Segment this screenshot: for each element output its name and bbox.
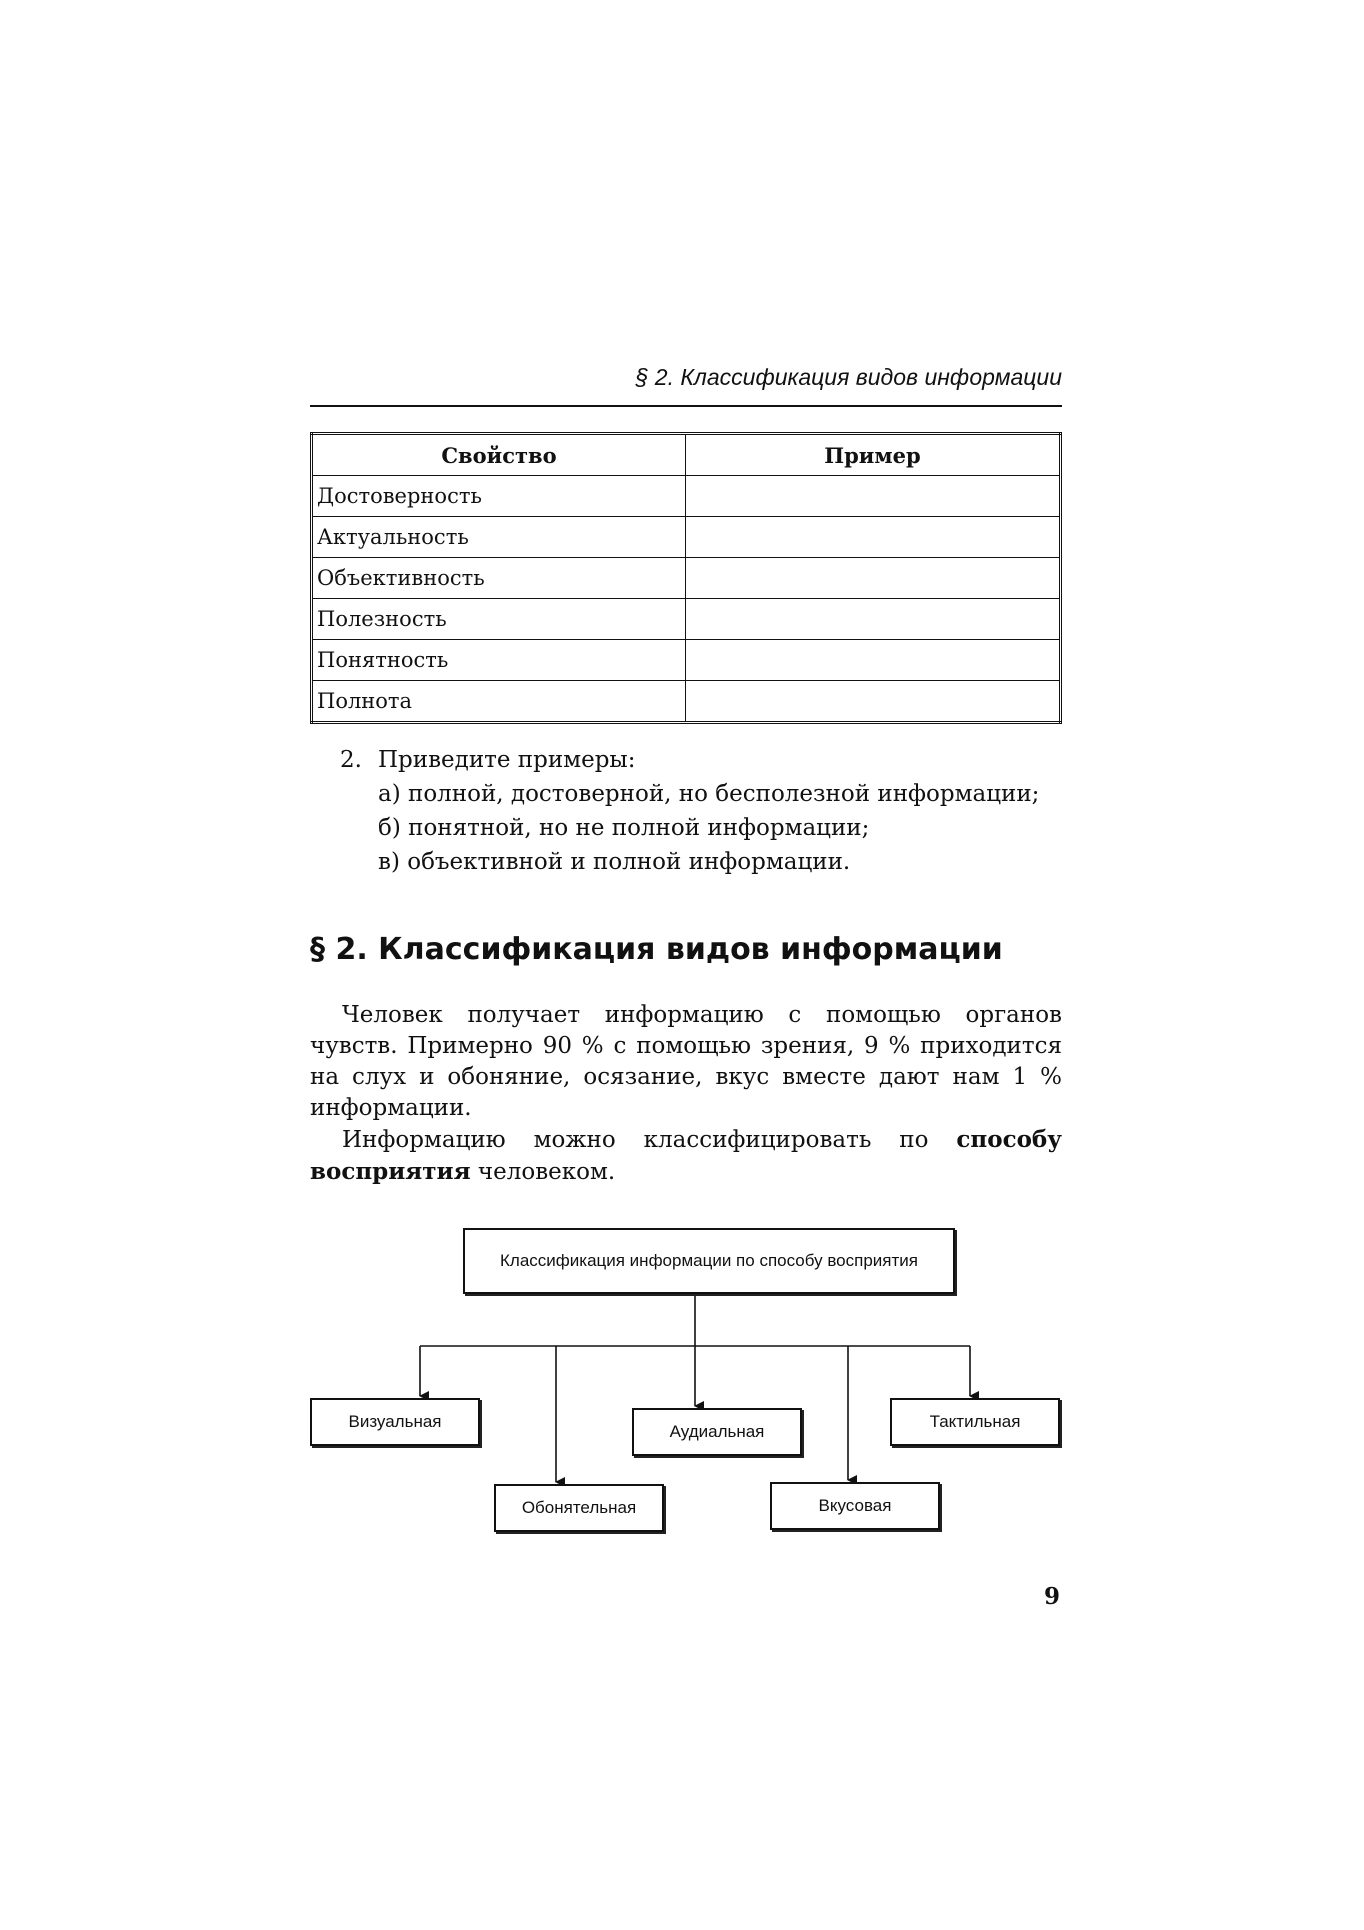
page-number: 9 [1043, 1583, 1060, 1610]
table-cell-example [686, 517, 1061, 558]
table-cell-property: Актуальность [312, 517, 686, 558]
task-2 [340, 743, 1039, 879]
paragraph-2-start: Информацию можно классифицировать по [342, 1127, 957, 1153]
table-row [312, 517, 1061, 558]
table-row [312, 599, 1061, 640]
diagram-box-taste: Вкусовая [770, 1482, 940, 1530]
paragraph-2-end: человеком. [470, 1159, 616, 1185]
task-item: в) объективной и полной информации. [378, 849, 851, 875]
diagram-box-olfactory: Обонятельная [494, 1484, 664, 1532]
paragraph-2 [310, 1124, 1062, 1188]
table-header-property: Свойство [312, 434, 686, 476]
table-cell-example [686, 599, 1061, 640]
body-text [310, 1000, 1062, 1188]
diagram-box-audio: Аудиальная [632, 1408, 802, 1456]
section-title: § 2. Классификация видов информации [310, 932, 1003, 967]
table-cell-property: Объективность [312, 558, 686, 599]
table-row [312, 681, 1061, 723]
task-number: 2. [340, 747, 362, 773]
properties-table [310, 432, 1062, 724]
table-cell-example [686, 476, 1061, 517]
task-heading [340, 743, 1039, 777]
table-cell-property: Полезность [312, 599, 686, 640]
table-cell-property: Достоверность [312, 476, 686, 517]
table-row [312, 640, 1061, 681]
header-rule [310, 405, 1062, 407]
table-row [312, 558, 1061, 599]
diagram-box-visual: Визуальная [310, 1398, 480, 1446]
task-item: б) понятной, но не полной информации; [378, 815, 870, 841]
paragraph-2-bold: способу восприятия [310, 1126, 1062, 1185]
table-cell-example [686, 681, 1061, 723]
table-row [312, 476, 1061, 517]
table-cell-property: Полнота [312, 681, 686, 723]
running-head: § 2. Классификация видов информации [635, 364, 1062, 390]
task-text: Приведите примеры: [378, 747, 636, 773]
table-header-row [312, 434, 1061, 476]
table-cell-example [686, 640, 1061, 681]
diagram-box-tactile: Тактильная [890, 1398, 1060, 1446]
table-cell-example [686, 558, 1061, 599]
table-header-example: Пример [686, 434, 1061, 476]
diagram-root-box: Классификация информации по способу восприятия [463, 1228, 955, 1294]
paragraph-1: Человек получает информацию с помощью органов чувств. Примерно 90 % с помощью зрения, 9 % приходится на слух и обоняние, осязание, вкус вместе дают нам 1 % информации. [310, 1002, 1062, 1121]
task-item: а) полной, достоверной, но бесполезной информации; [378, 781, 1040, 807]
table-cell-property: Понятность [312, 640, 686, 681]
